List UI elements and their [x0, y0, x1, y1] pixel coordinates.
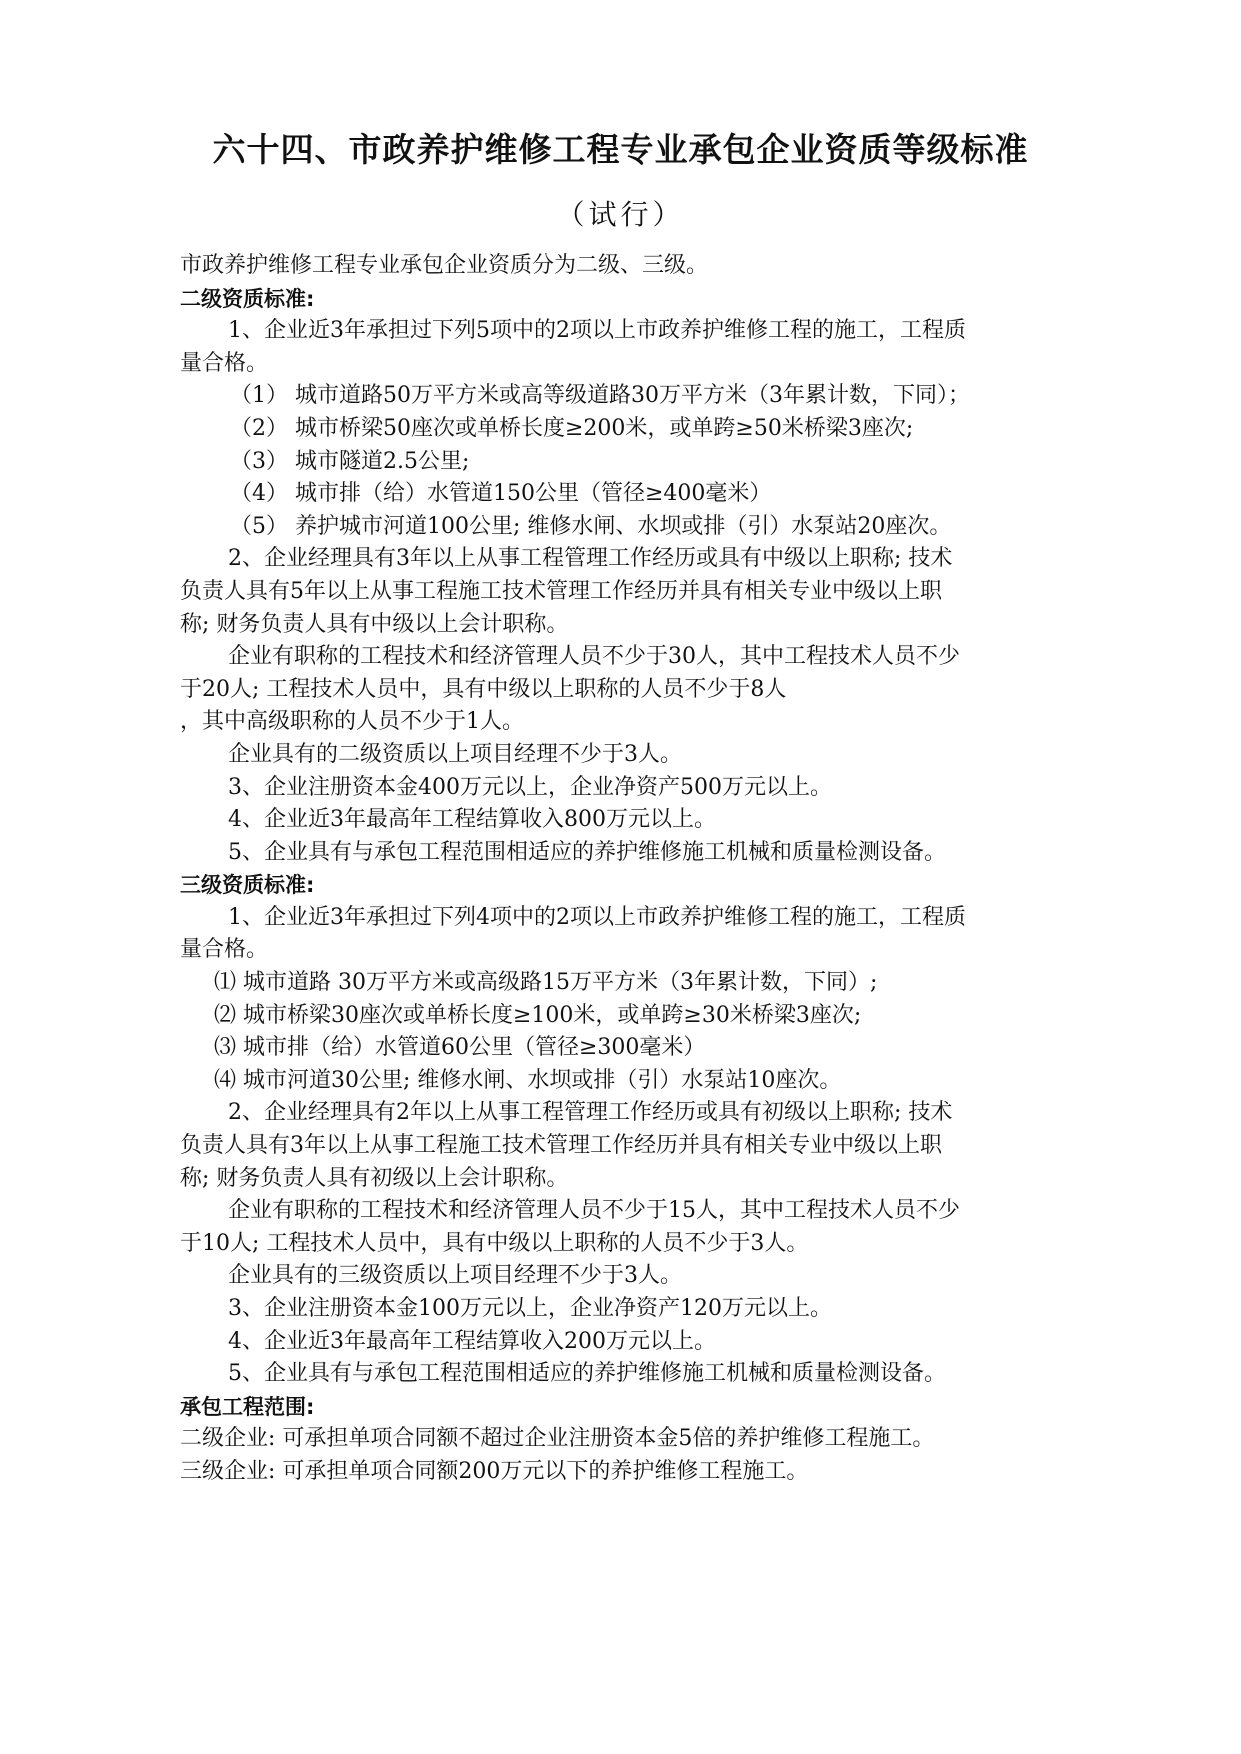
paragraph-line: 3、企业注册资本金100万元以上，企业净资产120万元以上。: [228, 1296, 832, 1321]
section-heading: 二级资质标准:: [180, 286, 315, 311]
paragraph-line: ⑷ 城市河道30公里; 维修水闸、水坝或排（引）水泵站10座次。: [214, 1067, 842, 1093]
page-title: 六十四、市政养护维修工程专业承包企业资质等级标准: [212, 130, 1029, 169]
section-heading: 承包工程范围:: [180, 1394, 315, 1419]
paragraph-line: 5、企业具有与承包工程范围相适应的养护维修施工机械和质量检测设备。: [228, 839, 946, 865]
paragraph-line: 三级企业: 可承担单项合同额200万元以下的养护维修工程施工。: [180, 1458, 809, 1484]
paragraph-line: 量合格。: [180, 937, 269, 963]
paragraph-line: ⑵ 城市桥梁30座次或单桥长度≥100米，或单跨≥30米桥梁3座次;: [214, 1002, 862, 1028]
paragraph-line: 4、企业近3年最高年工程结算收入800万元以上。: [228, 807, 716, 833]
paragraph-line: 1、企业近3年承担过下列5项中的2项以上市政养护维修工程的施工，工程质: [228, 318, 966, 344]
document-body: [180, 250, 1060, 1489]
paragraph-line: 负责人具有3年以上从事工程施工技术管理工作经历并具有相关专业中级以上职: [180, 1133, 942, 1159]
paragraph-line: 于10人; 工程技术人员中，具有中级以上职称的人员不少于3人。: [180, 1230, 809, 1256]
paragraph-line: 企业有职称的工程技术和经济管理人员不少于30人，其中工程技术人员不少: [228, 644, 960, 670]
page-subtitle: （试行）: [556, 198, 685, 231]
paragraph-line: 5、企业具有与承包工程范围相适应的养护维修施工机械和质量检测设备。: [228, 1361, 946, 1387]
section-heading: 三级资质标准:: [180, 873, 315, 898]
paragraph-line: 企业具有的二级资质以上项目经理不少于3人。: [228, 741, 682, 767]
paragraph-line: 2、企业经理具有2年以上从事工程管理工作经历或具有初级以上职称; 技术: [228, 1100, 953, 1126]
paragraph-line: 市政养护维修工程专业承包企业资质分为二级、三级。: [180, 253, 709, 278]
paragraph-line: 企业具有的三级资质以上项目经理不少于3人。: [228, 1263, 682, 1289]
paragraph-line: 于20人; 工程技术人员中，具有中级以上职称的人员不少于8人: [180, 676, 787, 702]
paragraph-line: （4） 城市排（给）水管道150公里（管径≥400毫米）: [230, 481, 772, 507]
paragraph-line: ⑴ 城市道路 30万平方米或高级路15万平方米（3年累计数，下同）;: [214, 970, 878, 996]
paragraph-line: （5） 养护城市河道100公里; 维修水闸、水坝或排（引）水泵站20座次。: [230, 513, 952, 539]
paragraph-line: 1、企业近3年承担过下列4项中的2项以上市政养护维修工程的施工，工程质: [228, 904, 966, 930]
paragraph-line: 二级企业: 可承担单项合同额不超过企业注册资本金5倍的养护维修工程施工。: [180, 1426, 935, 1452]
paragraph-line: 负责人具有5年以上从事工程施工技术管理工作经历并具有相关专业中级以上职: [180, 578, 942, 604]
paragraph-line: ，其中高级职称的人员不少于1人。: [180, 709, 524, 735]
paragraph-line: （3） 城市隧道2.5公里;: [230, 448, 470, 474]
paragraph-line: （1） 城市道路50万平方米或高等级道路30万平方米（3年累计数，下同）；: [230, 383, 970, 409]
paragraph-line: 称; 财务负责人具有中级以上会计职称。: [180, 611, 569, 637]
paragraph-line: 称; 财务负责人具有初级以上会计职称。: [180, 1165, 569, 1191]
paragraph-line: 4、企业近3年最高年工程结算收入200万元以上。: [228, 1328, 716, 1354]
paragraph-line: ⑶ 城市排（给）水管道60公里（管径≥300毫米）: [214, 1035, 706, 1061]
paragraph-line: 量合格。: [180, 350, 269, 376]
paragraph-line: （2） 城市桥梁50座次或单桥长度≥200米，或单跨≥50米桥梁3座次;: [230, 415, 914, 441]
paragraph-line: 2、企业经理具有3年以上从事工程管理工作经历或具有中级以上职称; 技术: [228, 546, 953, 572]
paragraph-line: 企业有职称的工程技术和经济管理人员不少于15人，其中工程技术人员不少: [228, 1198, 960, 1224]
paragraph-line: 3、企业注册资本金400万元以上，企业净资产500万元以上。: [228, 774, 832, 800]
